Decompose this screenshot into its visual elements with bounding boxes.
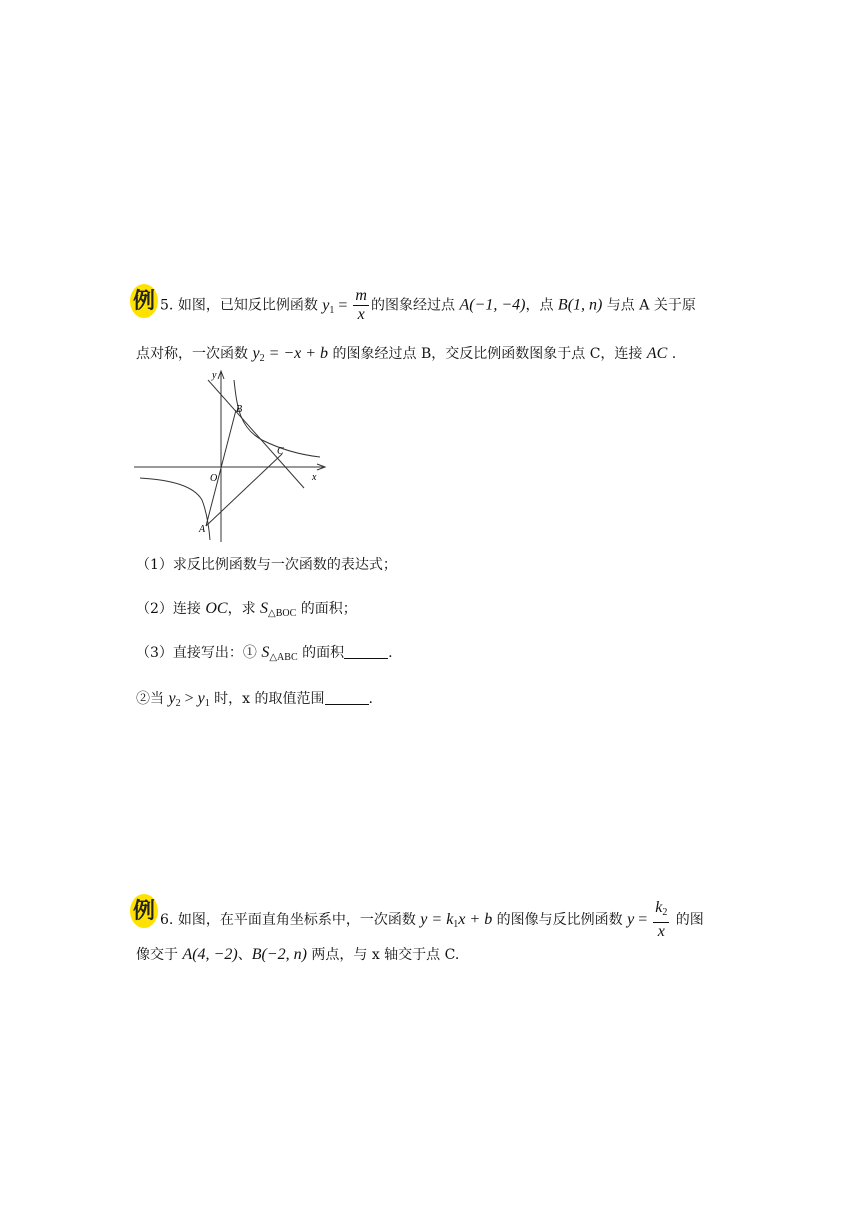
label-y: y [212,370,217,381]
example-6-badge: 例 [130,894,158,928]
point-a-6: A(4, −2) [182,946,238,963]
example-5-badge: 例 [130,284,158,318]
function-y2: $y_2 = -x + b$ [252,345,329,364]
segment-ac: AC [646,345,668,362]
label-b: B [236,404,243,415]
inverse-function: y = [627,911,652,928]
function-y1: $y_1$ = [322,296,352,316]
example-5-line-1: 5. 如图，已知反比例函数 $y_1$ = $\frac{m}{x}$ 的图象经过点 A(−1, −4)，点 B(1, n) 与点 A 关于原 [160,287,696,323]
fraction-m-over-x: $\frac{m}{x}$ [355,287,367,323]
example-6-line-1: 6. 如图，在平面直角坐标系中，一次函数 $y = k_1x + b$ 的图像与反比例函数 y = $\frac{k_2}{x}$ 的图 [160,899,704,940]
answer-blank-area [344,644,388,659]
example-6-number: 6 [160,912,169,928]
question-4: ②当 $y_2 > y_1$ 时，x 的取值范围 . [136,690,373,709]
inequality: $y_2 > y_1$ [168,690,210,709]
segment-oc: OC [205,600,228,617]
fraction-k2-over-x: $\frac{k_2}{x}$ [655,899,668,940]
question-1: （1）求反比例函数与一次函数的表达式； [136,557,397,573]
example-6-line-2: 像交于 A(4, −2)、B(−2, n) 两点，与 x 轴交于点 C. [136,946,460,963]
example-5-figure [132,368,332,544]
answer-blank-range [325,690,369,705]
line-y2 [208,380,304,488]
point-a: A(−1, −4) [459,296,526,314]
example-5-line-2: 点对称，一次函数 $y_2 = -x + b$ 的图象经过点 B，交反比例函数图象于点 C，连接 AC . [136,345,677,364]
point-b: B(1, n) [557,296,603,314]
example-5-number: 5 [160,297,169,314]
label-x: x [312,472,317,483]
label-c: C [277,446,284,457]
point-b-6: B(−2, n) [251,946,307,963]
label-a: A [199,524,206,535]
linear-function: $y = k_1x + b$ [420,911,493,930]
question-3: （3）直接写出：① $S_{\triangle ABC}$ 的面积 . [136,644,393,663]
segment-ac-line [206,454,282,526]
area-boc: $S_{\triangle BOC}$ [260,600,297,619]
label-o: O [210,473,218,484]
area-abc: $S_{\triangle ABC}$ [261,644,298,663]
question-2: （2）连接 OC，求 $S_{\triangle BOC}$ 的面积； [136,600,357,619]
